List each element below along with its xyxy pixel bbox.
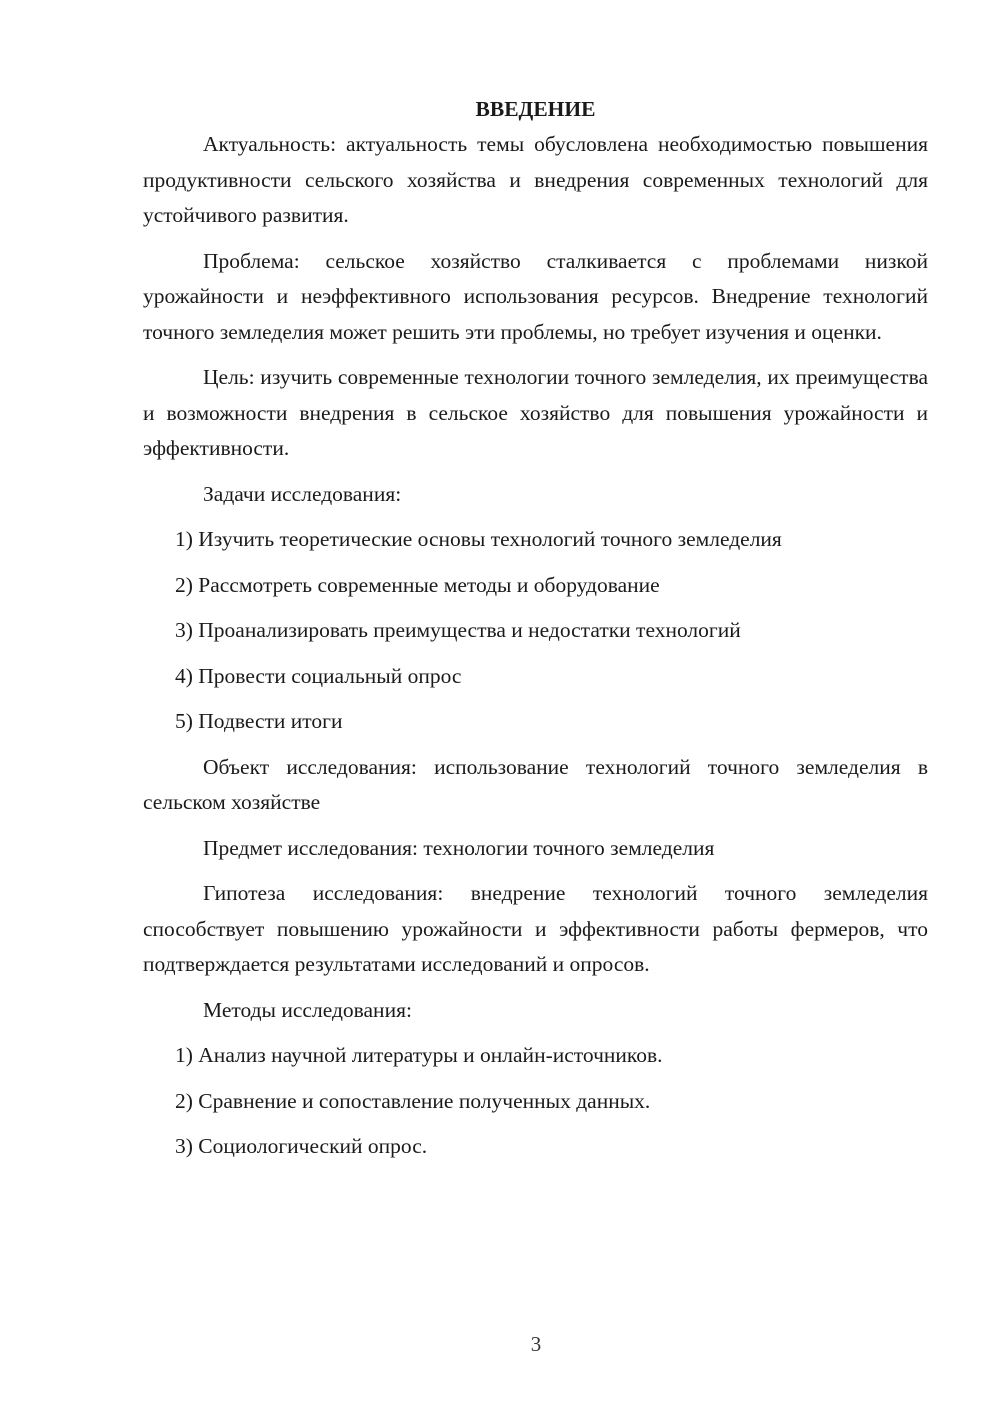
method-item: 3) Социологический опрос. xyxy=(175,1134,428,1158)
task-item: 2) Рассмотреть современные методы и оборудование xyxy=(175,572,660,597)
task-item: 3) Проанализировать преимущества и недостатки технологий xyxy=(175,618,741,642)
tasks-heading: Задачи исследования: xyxy=(203,481,402,506)
task-item: 4) Провести социальный опрос xyxy=(175,663,462,688)
paragraph-problem: Проблема: сельское хозяйство сталкивается с проблемами низкой урожайности и неэффективного использования ресурсов. Внедрение технологий точного земледелия может решить эти проблемы, но требует изучения и оценки. xyxy=(143,248,928,344)
paragraph-goal: Цель: изучить современные технологии точного земледелия, их преимущества и возможности внедрения в сельское хозяйство для повышения урожайности и эффективности. xyxy=(143,365,928,460)
paragraph-subject: Предмет исследования: технологии точного земледелия xyxy=(203,835,715,860)
method-item: 2) Сравнение и сопоставление полученных данных. xyxy=(175,1088,651,1113)
task-item: 5) Подвести итоги xyxy=(175,709,343,733)
methods-heading: Методы исследования: xyxy=(203,997,412,1022)
paragraph-hypothesis: Гипотеза исследования: внедрение технологий точного земледелия способствует повышению урожайности и эффективности работы фермеров, что подтверждается результатами исследований и опросов. xyxy=(143,881,928,976)
method-item: 1) Анализ научной литературы и онлайн-источников. xyxy=(175,1043,663,1067)
paragraph-relevance: Актуальность: актуальность темы обусловлена необходимостью повышения продуктивности сельского хозяйства и внедрения современных технологий для устойчивого развития. xyxy=(143,132,928,227)
paragraph-object: Объект исследования: использование технологий точного земледелия в сельском хозяйстве xyxy=(143,754,928,814)
page-number: 3 xyxy=(530,1332,542,1356)
document-page xyxy=(143,92,928,1165)
task-item: 1) Изучить теоретические основы технологий точного земледелия xyxy=(175,527,782,551)
section-title: ВВЕДЕНИЕ xyxy=(475,97,596,121)
